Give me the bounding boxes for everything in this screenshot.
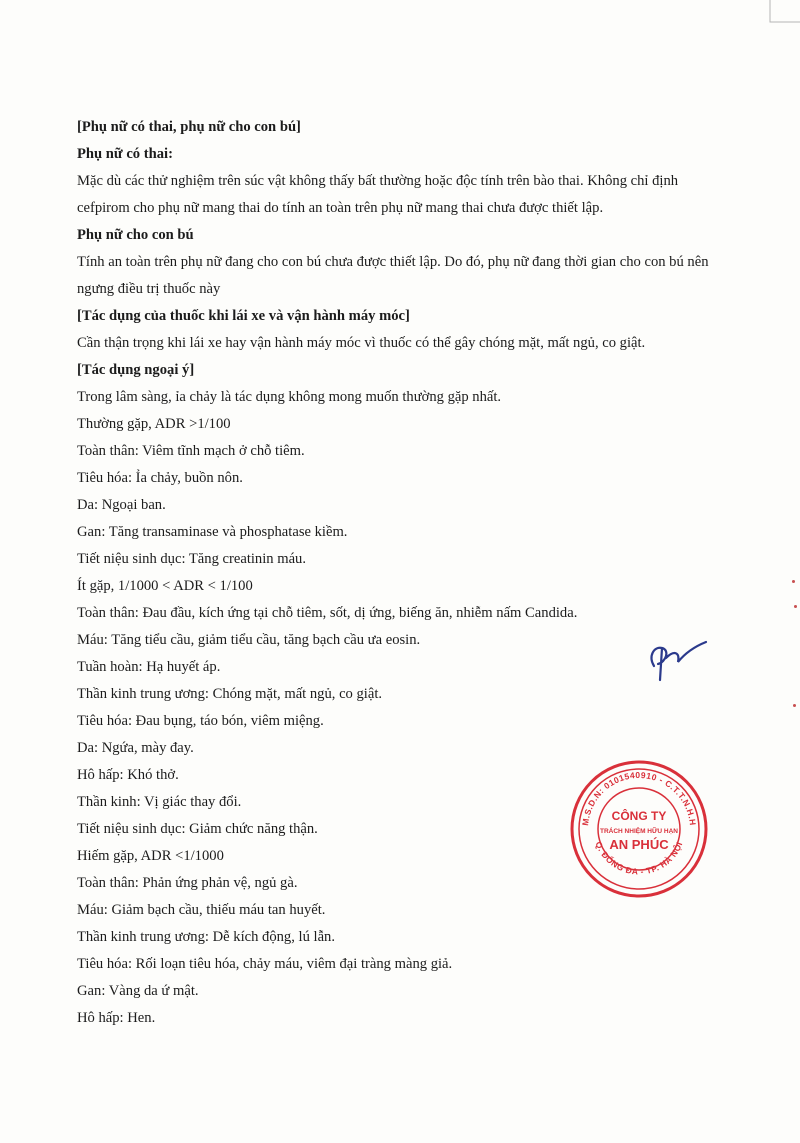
section-heading: Phụ nữ có thai:: [77, 146, 173, 162]
body-text-line: Tuần hoàn: Hạ huyết áp.: [77, 659, 221, 675]
body-text-line: Gan: Vàng da ứ mật.: [77, 983, 199, 999]
company-seal-stamp: [568, 758, 710, 900]
body-text-line: Thường gặp, ADR >1/100: [77, 416, 231, 432]
stamp-outer-text: M.S.D.N: 0101540910 - C.T.T.N.H.H: [580, 769, 698, 827]
body-text-line: Da: Ngứa, mày đay.: [77, 740, 194, 756]
scan-speck: [793, 704, 796, 707]
body-text-line: Toàn thân: Viêm tĩnh mạch ở chỗ tiêm.: [77, 443, 305, 459]
body-text-line: Mặc dù các thử nghiệm trên súc vật không thấy bất thường hoặc độc tính trên bào thai. Không chỉ định: [77, 173, 679, 189]
body-text-line: Máu: Tăng tiểu cầu, giảm tiểu cầu, tăng bạch cầu ưa eosin.: [77, 632, 421, 648]
body-text-line: Máu: Giảm bạch cầu, thiếu máu tan huyết.: [77, 902, 326, 918]
body-text-line: Toàn thân: Phản ứng phản vệ, ngủ gà.: [77, 875, 298, 891]
section-heading: [Phụ nữ có thai, phụ nữ cho con bú]: [77, 119, 301, 135]
body-text-line: Tiêu hóa: Rối loạn tiêu hóa, chảy máu, viêm đại tràng màng giả.: [77, 956, 453, 972]
body-text-line: Gan: Tăng transaminase và phosphatase kiềm.: [77, 524, 348, 540]
body-text-line: Hô hấp: Hen.: [77, 1010, 156, 1026]
body-text-line: Toàn thân: Đau đầu, kích ứng tại chỗ tiêm, sốt, dị ứng, biếng ăn, nhiễm nấm Candida.: [77, 605, 578, 621]
body-text-line: Thần kinh: Vị giác thay đổi.: [77, 794, 242, 810]
body-text-line: Thần kinh trung ương: Chóng mặt, mất ngủ, co giật.: [77, 686, 383, 702]
body-text-line: Tiết niệu sinh dục: Tăng creatinin máu.: [77, 551, 307, 567]
handwritten-signature: [640, 628, 710, 688]
body-text-line: Thần kinh trung ương: Dễ kích động, lú lẫn.: [77, 929, 336, 945]
body-text-line: Hiếm gặp, ADR <1/1000: [77, 848, 224, 864]
body-text-line: Tính an toàn trên phụ nữ đang cho con bú chưa được thiết lập. Do đó, phụ nữ đang thời gian cho con bú nên: [77, 254, 709, 270]
scan-speck: [794, 605, 797, 608]
body-text-line: cefpirom cho phụ nữ mang thai do tính an toàn trên phụ nữ mang thai chưa được thiết lập.: [77, 200, 604, 216]
section-heading: Phụ nữ cho con bú: [77, 227, 194, 243]
stamp-line-type: TRÁCH NHIỆM HỮU HẠN: [600, 828, 678, 835]
body-text-line: Cần thận trọng khi lái xe hay vận hành máy móc vì thuốc có thể gây chóng mặt, mất ngủ, co giật.: [77, 335, 646, 351]
body-text-line: Tiết niệu sinh dục: Giảm chức năng thận.: [77, 821, 318, 837]
body-text-line: Tiêu hóa: Ỉa chảy, buồn nôn.: [77, 470, 243, 486]
body-text-line: Ít gặp, 1/1000 < ADR < 1/100: [77, 578, 253, 594]
body-text-line: Trong lâm sàng, ỉa chảy là tác dụng không mong muốn thường gặp nhất.: [77, 389, 502, 405]
scan-corner-mark: [765, 0, 800, 30]
body-text-line: Hô hấp: Khó thở.: [77, 767, 179, 783]
body-text-line: Tiêu hóa: Đau bụng, táo bón, viêm miệng.: [77, 713, 324, 729]
scan-speck: [792, 580, 795, 583]
stamp-line-name: AN PHÚC: [609, 837, 669, 852]
section-heading: [Tác dụng ngoại ý]: [77, 362, 195, 378]
stamp-bottom-text: Q. ĐỐNG ĐA - TP. HÀ NỘI: [593, 839, 685, 877]
stamp-line-company: CÔNG TY: [611, 809, 667, 823]
section-heading: [Tác dụng của thuốc khi lái xe và vận hành máy móc]: [77, 308, 410, 324]
body-text-line: Da: Ngoại ban.: [77, 497, 166, 513]
body-text-line: ngưng điều trị thuốc này: [77, 281, 221, 297]
